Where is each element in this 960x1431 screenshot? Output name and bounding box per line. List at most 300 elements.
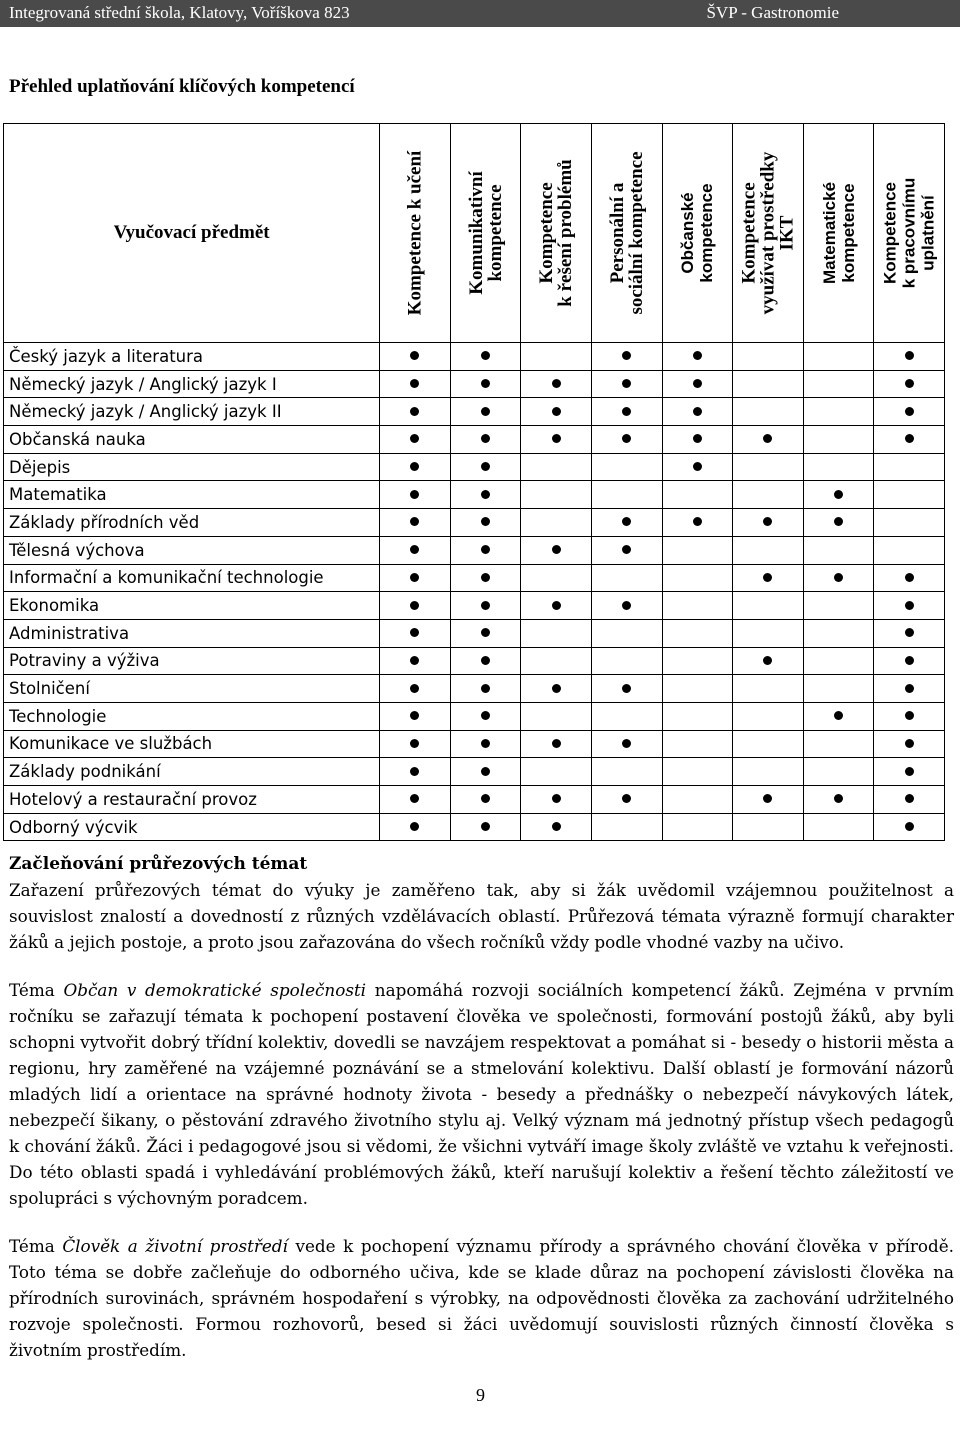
bullet-mark (481, 351, 490, 360)
paragraph-body: vede k pochopení významu přírody a správného chování člověka v přírodě. Toto téma se dobře začleňuje do odborného učiva, kde se klade důraz na pochopení závislosti člověka na přírodních surovinách, správném hospodaření s výrobky, na odpovědnosti člověka za zachování udržitelného rozvoje společnosti. Formou rozhovorů, besed si žáci uvědomují souvislosti různých činností člověka s životním prostředím. (9, 1236, 954, 1360)
competency-cell (662, 343, 733, 371)
competency-cell (380, 675, 451, 703)
competency-cell (521, 398, 592, 426)
competency-header (733, 124, 804, 343)
competency-cell (450, 675, 521, 703)
table-body (4, 343, 945, 841)
competency-cell (803, 702, 874, 730)
bullet-mark (552, 684, 561, 693)
bullet-mark (481, 490, 490, 499)
bullet-mark (763, 434, 772, 443)
competency-label-line: Kompetence (880, 181, 900, 285)
competency-cell (380, 619, 451, 647)
competency-cell (591, 370, 662, 398)
bullet-mark (552, 822, 561, 831)
page-header (0, 0, 960, 27)
competency-cell (803, 536, 874, 564)
competency-cell (662, 702, 733, 730)
table-row (4, 426, 945, 454)
bullet-mark (481, 379, 490, 388)
competency-header (874, 124, 945, 343)
competency-cell (803, 786, 874, 814)
bullet-mark (481, 767, 490, 776)
competency-cell (521, 453, 592, 481)
competency-label-line: Komunikativní (465, 171, 487, 295)
bullet-mark (552, 601, 561, 610)
competency-header (521, 124, 592, 343)
competency-label (405, 127, 424, 339)
bullet-mark (552, 739, 561, 748)
competency-cell (521, 813, 592, 841)
competency-cell (874, 786, 945, 814)
competency-label (467, 127, 505, 339)
bullet-mark (905, 767, 914, 776)
bullet-mark (552, 434, 561, 443)
bullet-mark (410, 434, 419, 443)
competency-label (820, 127, 858, 339)
competency-cell (803, 343, 874, 371)
competency-cell (591, 564, 662, 592)
bullet-mark (410, 517, 419, 526)
competency-cell (450, 758, 521, 786)
competency-cell (591, 509, 662, 537)
subject-name: Dějepis (4, 453, 380, 481)
competency-cell (662, 758, 733, 786)
bullet-mark (481, 407, 490, 416)
subject-name: Administrativa (4, 619, 380, 647)
competency-label-line: kompetence (484, 184, 506, 282)
competency-cell (662, 398, 733, 426)
bullet-mark (622, 601, 631, 610)
competency-cell (874, 702, 945, 730)
competency-cell (662, 730, 733, 758)
competency-cell (591, 675, 662, 703)
bullet-mark (552, 407, 561, 416)
competency-cell (450, 398, 521, 426)
competency-cell (874, 370, 945, 398)
competency-label-line: kompetence (838, 183, 858, 283)
bullet-mark (622, 545, 631, 554)
competency-cell (380, 702, 451, 730)
competency-cell (450, 509, 521, 537)
subject-name: Ekonomika (4, 592, 380, 620)
subject-name: Odborný výcvik (4, 813, 380, 841)
competency-cell (733, 481, 804, 509)
table-header-row (4, 124, 945, 343)
table-row (4, 343, 945, 371)
subject-name: Český jazyk a literatura (4, 343, 380, 371)
competency-label-line: Matematické (819, 181, 839, 285)
bullet-mark (622, 379, 631, 388)
topic-name: Občan v demokratické společnosti (63, 980, 367, 1000)
competency-label-line: k pracovnímu (899, 177, 919, 289)
competency-cell (803, 564, 874, 592)
subject-name: Německý jazyk / Anglický jazyk II (4, 398, 380, 426)
bullet-mark (834, 517, 843, 526)
bullet-mark (410, 822, 419, 831)
bullet-mark (905, 434, 914, 443)
table-row (4, 758, 945, 786)
competency-cell (450, 786, 521, 814)
competency-cell (380, 398, 451, 426)
competency-cell (874, 730, 945, 758)
competency-cell (380, 509, 451, 537)
competency-cell (662, 786, 733, 814)
competency-header (450, 124, 521, 343)
bullet-mark (410, 462, 419, 471)
bullet-mark (481, 545, 490, 554)
paragraph-lead: Téma (9, 1236, 63, 1256)
bullet-mark (622, 407, 631, 416)
competency-cell (874, 481, 945, 509)
competency-cell (874, 592, 945, 620)
competency-label-line: využívat prostředky (757, 151, 779, 315)
bullet-mark (905, 407, 914, 416)
competency-label-line: IKT (776, 215, 798, 251)
competency-cell (662, 619, 733, 647)
competency-cell (450, 647, 521, 675)
bullet-mark (481, 601, 490, 610)
competency-cell (733, 370, 804, 398)
competency-cell (380, 343, 451, 371)
bullet-mark (410, 656, 419, 665)
paragraph-intro: Zařazení průřezových témat do výuky je zaměřeno tak, aby si žák uvědomil vzájemnou použitelnost a souvislost znalostí a dovedností z různých vzdělávacích oblastí. Průřezová témata výrazně formují charakter žáků a jejich postoje, a proto jsou zařazována do všech ročníků vždy podle vhodné vazby na učivo. (9, 880, 954, 952)
competency-header (591, 124, 662, 343)
bullet-mark (763, 573, 772, 582)
header-school: Integrovaná střední škola, Klatovy, Voříškova 823 (9, 3, 350, 22)
competency-cell (733, 813, 804, 841)
competency-cell (733, 730, 804, 758)
competency-cell (380, 426, 451, 454)
competency-cell (874, 619, 945, 647)
competency-cell (733, 426, 804, 454)
bullet-mark (834, 573, 843, 582)
bullet-mark (622, 739, 631, 748)
competency-cell (874, 536, 945, 564)
competency-cell (662, 536, 733, 564)
competency-cell (380, 758, 451, 786)
table-row (4, 481, 945, 509)
competency-cell (450, 564, 521, 592)
competency-header (803, 124, 874, 343)
bullet-mark (552, 379, 561, 388)
competency-cell (380, 647, 451, 675)
competency-cell (591, 758, 662, 786)
bullet-mark (410, 767, 419, 776)
bullet-mark (481, 739, 490, 748)
competency-label-line: sociální kompetence (625, 151, 647, 315)
competency-cell (521, 702, 592, 730)
table-row (4, 536, 945, 564)
competency-cell (380, 813, 451, 841)
competency-cell (380, 786, 451, 814)
bullet-mark (905, 573, 914, 582)
competency-cell (874, 509, 945, 537)
competency-cell (803, 675, 874, 703)
competency-cell (733, 343, 804, 371)
bullet-mark (622, 434, 631, 443)
paragraph-body: napomáhá rozvoji sociálních kompetencí žáků. Zejména v prvním ročníku se zařazují témata k pochopení postavení člověka ve společnosti, formování postojů žáků, aby byli schopni vytvořit dobrý třídní kolektiv, dovedli se navzájem respektovat a pomáhat si - besedy o historii města a regionu, hry zaměřené na vzájemné poznávání se a stmelování kolektivu. Další oblastí je formování názorů mladých lidí a orientace na správné hodnoty života - besedy a přednášky o nebezpečí návykových látek, nebezpečí šikany, o pěstování zdravého životního stylu aj. Velký význam má jednotný přístup všech pedagogů k chování žáků. Žáci i pedagogové jsou si vědomi, že všichni vytváří image školy zvláště ve vztahu k veřejnosti. Do této oblasti spadá i vyhledávání problémových žáků, kteří narušují kolektiv a řešení těchto záležitostí ve spolupráci s výchovným poradcem. (9, 980, 954, 1208)
table-row (4, 509, 945, 537)
bullet-mark (410, 684, 419, 693)
paragraph-environment (9, 1233, 954, 1363)
competency-cell (803, 398, 874, 426)
competency-cell (662, 813, 733, 841)
competency-cell (803, 481, 874, 509)
bullet-mark (410, 739, 419, 748)
table-row (4, 702, 945, 730)
competency-cell (803, 453, 874, 481)
competency-cell (733, 647, 804, 675)
competency-cell (733, 536, 804, 564)
bullet-mark (410, 628, 419, 637)
competency-cell (521, 647, 592, 675)
subject-name: Informační a komunikační technologie (4, 564, 380, 592)
competency-cell (803, 619, 874, 647)
subject-name: Komunikace ve službách (4, 730, 380, 758)
competency-cell (591, 647, 662, 675)
bullet-mark (763, 794, 772, 803)
bullet-mark (410, 351, 419, 360)
bullet-mark (905, 656, 914, 665)
competency-label-line: kompetence (697, 183, 717, 283)
competency-cell (521, 509, 592, 537)
competency-cell (521, 619, 592, 647)
competency-cell (874, 564, 945, 592)
competency-cell (380, 536, 451, 564)
bullet-mark (622, 351, 631, 360)
bullet-mark (622, 794, 631, 803)
bullet-mark (693, 462, 702, 471)
competency-cell (450, 536, 521, 564)
competency-label-line: Kompetence (738, 182, 760, 284)
competency-cell (803, 426, 874, 454)
competency-cell (450, 453, 521, 481)
competency-cell (450, 426, 521, 454)
competency-cell (874, 758, 945, 786)
table-row (4, 730, 945, 758)
competency-cell (380, 564, 451, 592)
competency-label-line: Občanské (678, 192, 698, 274)
competency-label (608, 127, 646, 339)
competency-cell (591, 481, 662, 509)
competency-cell (591, 536, 662, 564)
table-row (4, 370, 945, 398)
competency-cell (733, 564, 804, 592)
competency-label (678, 127, 716, 339)
competency-cell (803, 813, 874, 841)
competency-cell (662, 426, 733, 454)
competency-cell (380, 592, 451, 620)
bullet-mark (834, 490, 843, 499)
bullet-mark (481, 711, 490, 720)
page-title: Přehled uplatňování klíčových kompetencí (9, 76, 355, 97)
competency-cell (733, 509, 804, 537)
header-program: ŠVP - Gastronomie (706, 3, 839, 22)
subject-name: Občanská nauka (4, 426, 380, 454)
bullet-mark (905, 628, 914, 637)
competency-cell (591, 398, 662, 426)
competency-cell (450, 619, 521, 647)
competency-cell (521, 481, 592, 509)
bullet-mark (622, 517, 631, 526)
bullet-mark (481, 794, 490, 803)
competency-cell (733, 619, 804, 647)
competency-cell (874, 453, 945, 481)
bullet-mark (905, 711, 914, 720)
subject-name: Stolničení (4, 675, 380, 703)
paragraph-lead: Téma (9, 980, 64, 1000)
crosscutting-section (9, 851, 954, 1363)
competency-cell (450, 481, 521, 509)
competency-cell (662, 564, 733, 592)
competency-cell (803, 758, 874, 786)
table-row (4, 619, 945, 647)
bullet-mark (905, 822, 914, 831)
subject-name: Německý jazyk / Anglický jazyk I (4, 370, 380, 398)
competency-cell (521, 730, 592, 758)
bullet-mark (481, 462, 490, 471)
competency-cell (521, 370, 592, 398)
competency-label (881, 127, 938, 339)
table-row (4, 592, 945, 620)
competency-cell (521, 536, 592, 564)
competency-cell (591, 426, 662, 454)
bullet-mark (905, 601, 914, 610)
bullet-mark (834, 711, 843, 720)
subject-name: Tělesná výchova (4, 536, 380, 564)
bullet-mark (905, 379, 914, 388)
competency-cell (380, 453, 451, 481)
competency-cell (662, 675, 733, 703)
competency-cell (380, 370, 451, 398)
table-row (4, 813, 945, 841)
competency-cell (591, 343, 662, 371)
competency-cell (874, 675, 945, 703)
table-row (4, 453, 945, 481)
competency-cell (380, 481, 451, 509)
subject-name: Potraviny a výživa (4, 647, 380, 675)
bullet-mark (693, 351, 702, 360)
competency-cell (662, 592, 733, 620)
bullet-mark (481, 684, 490, 693)
competency-cell (450, 592, 521, 620)
competency-cell (450, 343, 521, 371)
table-row (4, 786, 945, 814)
table-row (4, 675, 945, 703)
competency-cell (733, 453, 804, 481)
competency-cell (733, 398, 804, 426)
bullet-mark (834, 794, 843, 803)
bullet-mark (481, 434, 490, 443)
competency-cell (874, 813, 945, 841)
competency-cell (591, 702, 662, 730)
competency-cell (450, 702, 521, 730)
competency-cell (662, 509, 733, 537)
bullet-mark (410, 573, 419, 582)
competency-table (3, 123, 945, 841)
competency-cell (733, 786, 804, 814)
competency-cell (591, 730, 662, 758)
bullet-mark (905, 351, 914, 360)
bullet-mark (552, 794, 561, 803)
bullet-mark (763, 517, 772, 526)
competency-cell (662, 370, 733, 398)
bullet-mark (410, 407, 419, 416)
bullet-mark (481, 656, 490, 665)
competency-cell (803, 370, 874, 398)
competency-cell (733, 702, 804, 730)
bullet-mark (693, 434, 702, 443)
competency-cell (450, 730, 521, 758)
competency-cell (803, 730, 874, 758)
competency-label-line: uplatnění (918, 195, 938, 271)
bullet-mark (905, 794, 914, 803)
bullet-mark (693, 379, 702, 388)
competency-header (662, 124, 733, 343)
competency-cell (733, 592, 804, 620)
competency-cell (591, 786, 662, 814)
topic-name: Člověk a životní prostředí (62, 1236, 288, 1256)
bullet-mark (905, 684, 914, 693)
bullet-mark (481, 628, 490, 637)
table-row (4, 564, 945, 592)
competency-cell (521, 758, 592, 786)
table-row (4, 398, 945, 426)
bullet-mark (905, 739, 914, 748)
competency-cell (803, 509, 874, 537)
table-row (4, 647, 945, 675)
subject-name: Základy přírodních věd (4, 509, 380, 537)
competency-label-line: Kompetence k učení (404, 150, 426, 316)
competency-cell (450, 370, 521, 398)
bullet-mark (693, 407, 702, 416)
competency-cell (521, 786, 592, 814)
page-number: 9 (476, 1385, 485, 1405)
bullet-mark (410, 794, 419, 803)
competency-label-line: Personální a (606, 182, 628, 284)
subject-name: Matematika (4, 481, 380, 509)
competency-cell (803, 647, 874, 675)
competency-cell (874, 398, 945, 426)
bullet-mark (481, 573, 490, 582)
bullet-mark (693, 517, 702, 526)
competency-cell (803, 592, 874, 620)
competency-cell (874, 426, 945, 454)
competency-cell (591, 619, 662, 647)
competency-cell (521, 564, 592, 592)
competency-cell (591, 592, 662, 620)
competency-cell (380, 730, 451, 758)
subject-name: Hotelový a restaurační provoz (4, 786, 380, 814)
paragraph-citizen (9, 977, 954, 1211)
subject-name: Základy podnikání (4, 758, 380, 786)
competency-cell (662, 481, 733, 509)
competency-cell (521, 675, 592, 703)
bullet-mark (410, 711, 419, 720)
bullet-mark (410, 601, 419, 610)
subject-name: Technologie (4, 702, 380, 730)
bullet-mark (552, 545, 561, 554)
competency-label (537, 127, 575, 339)
competency-cell (450, 813, 521, 841)
section-heading: Začleňování průřezových témat (9, 854, 308, 874)
bullet-mark (622, 684, 631, 693)
competency-cell (521, 426, 592, 454)
competency-cell (591, 813, 662, 841)
bullet-mark (763, 656, 772, 665)
bullet-mark (481, 822, 490, 831)
